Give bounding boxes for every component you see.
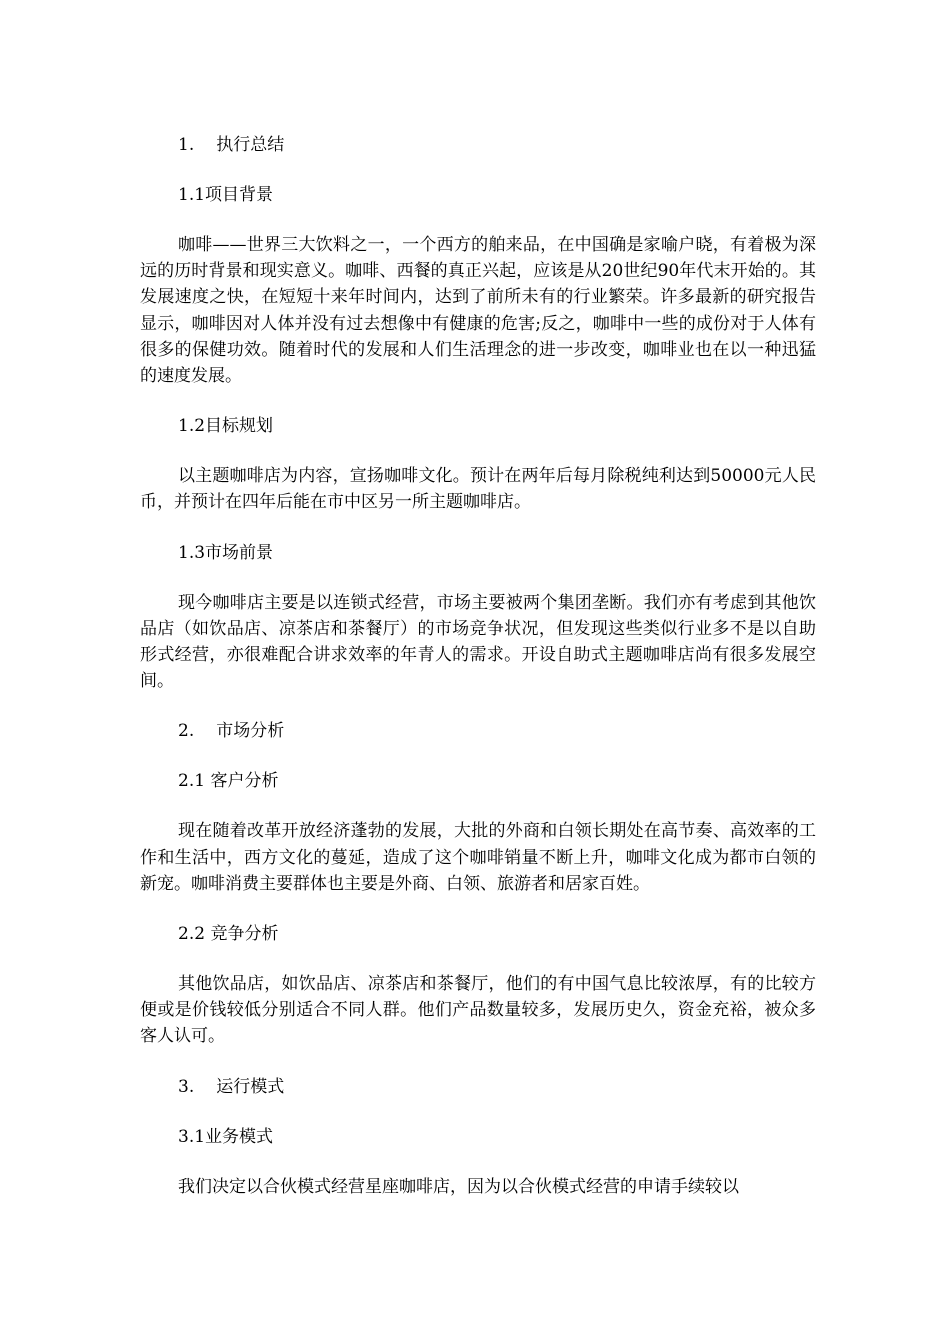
section-number: 2. xyxy=(178,721,195,742)
subsection-heading-1-1: 1.1项目背景 xyxy=(178,185,274,205)
section-heading-2 xyxy=(140,718,816,744)
section-heading-1 xyxy=(140,132,816,158)
subsection-heading-3-1: 3.1业务模式 xyxy=(178,1126,274,1147)
subsection-heading-2-1: 2.1 客户分析 xyxy=(178,771,279,792)
section-number: 1. xyxy=(178,135,195,155)
subsection-heading-2-2: 2.2 竞争分析 xyxy=(178,924,279,945)
section-heading-3 xyxy=(140,1074,816,1100)
document-page xyxy=(140,132,816,1224)
section-number: 3. xyxy=(178,1076,195,1097)
subsection-heading-1-3: 1.3市场前景 xyxy=(178,542,274,563)
paragraph-customer-analysis: 现在随着改革开放经济蓬勃的发展，大批的外商和白领长期处在高节奏、高效率的工作和生活中，西方文化的蔓延，造成了这个咖啡销量不断上升，咖啡文化成为都市白领的新宠。咖啡消费主要群体也主要是外商、白领、旅游者和居家百姓。 xyxy=(140,821,816,894)
paragraph-competition-analysis: 其他饮品店，如饮品店、凉茶店和茶餐厅，他们的有中国气息比较浓厚，有的比较方便或是价钱较低分别适合不同人群。他们产品数量较多，发展历史久，资金充裕，被众多客人认可。 xyxy=(140,974,816,1047)
paragraph-project-background: 咖啡——世界三大饮料之一，一个西方的舶来品，在中国确是家喻户晓，有着极为深远的历时背景和现实意义。咖啡、西餐的真正兴起，应该是从20世纪90年代末开始的。其发展速度之快，在短短十来年时间内，达到了前所未有的行业繁荣。许多最新的研究报告显示，咖啡因对人体并没有过去想像中有健康的危害;反之，咖啡中一些的成份对于人体有很多的保健功效。随着时代的发展和人们生活理念的进一步改变，咖啡业也在以一种迅猛的速度发展。 xyxy=(140,235,816,387)
section-title: 执行总结 xyxy=(216,135,285,155)
paragraph-target-plan: 以主题咖啡店为内容，宣扬咖啡文化。预计在两年后每月除税纯利达到50000元人民币，并预计在四年后能在市中区另一所主题咖啡店。 xyxy=(140,466,816,513)
paragraph-market-prospect: 现今咖啡店主要是以连锁式经营，市场主要被两个集团垄断。我们亦有考虑到其他饮品店（如饮品店、凉茶店和茶餐厅）的市场竞争状况，但发现这些类似行业多不是以自助形式经营，亦很难配合讲求效率的年青人的需求。开设自助式主题咖啡店尚有很多发展空间。 xyxy=(140,592,816,692)
subsection-heading-1-2: 1.2目标规划 xyxy=(178,416,274,437)
paragraph-business-model: 我们决定以合伙模式经营星座咖啡店，因为以合伙模式经营的申请手续较以 xyxy=(178,1176,739,1197)
section-title: 市场分析 xyxy=(216,721,285,742)
section-title: 运行模式 xyxy=(216,1076,285,1097)
